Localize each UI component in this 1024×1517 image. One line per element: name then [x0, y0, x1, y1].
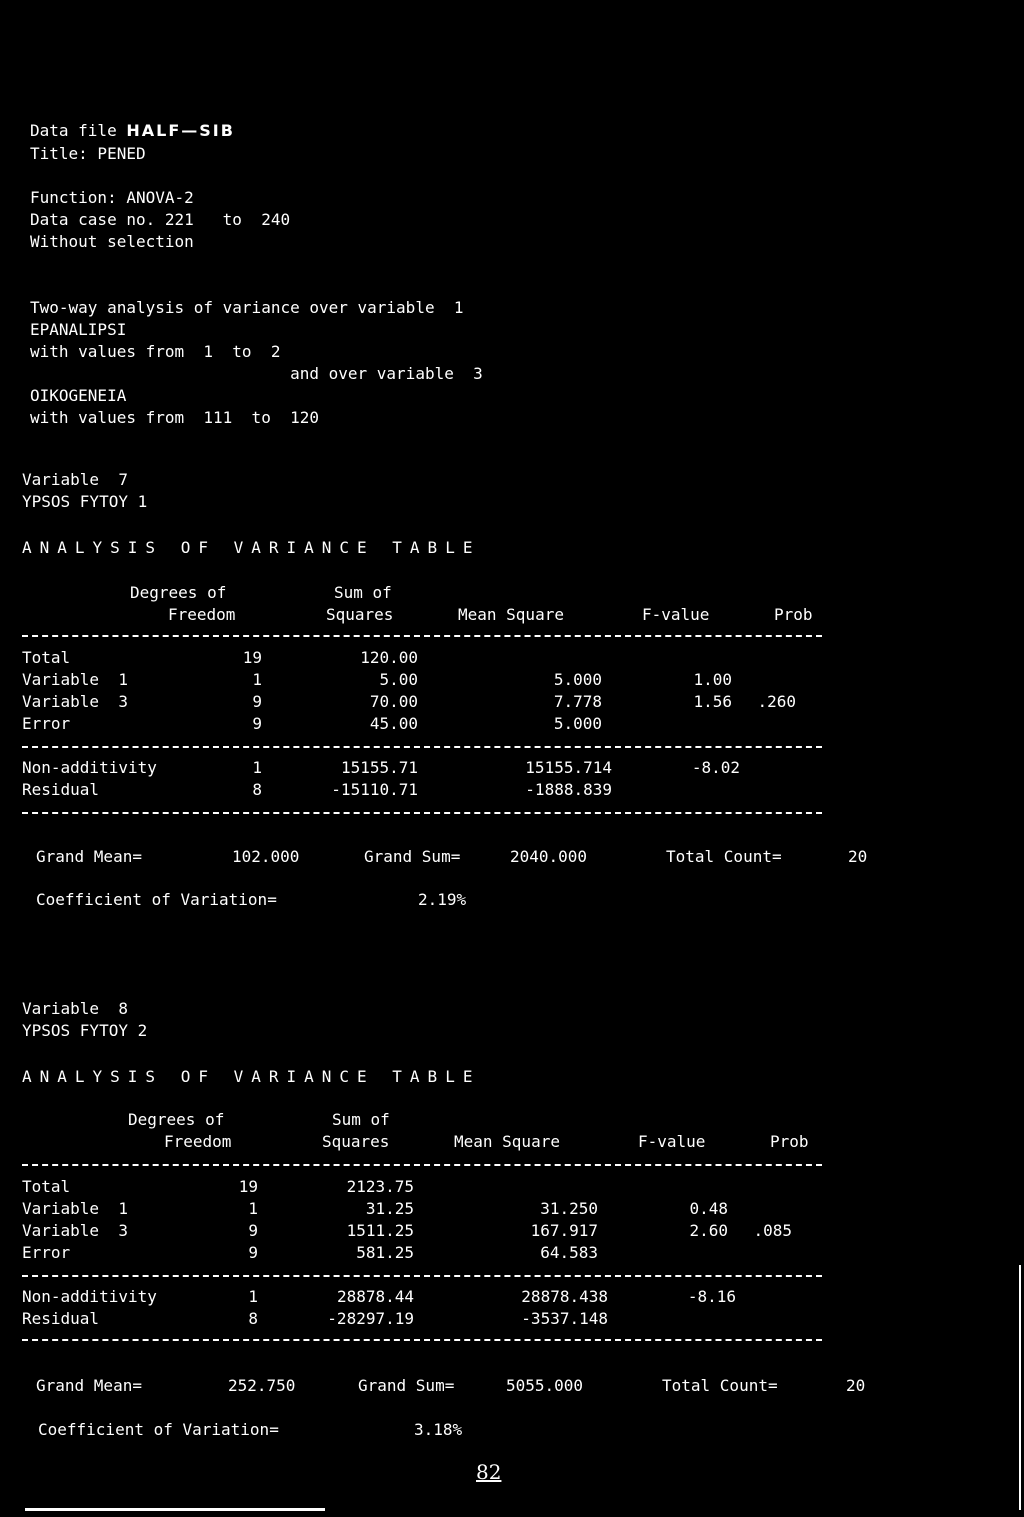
- page-number: 82: [476, 1460, 502, 1484]
- row-df: 1: [248, 1199, 258, 1218]
- f-header: F-value: [638, 1132, 706, 1151]
- row-df: 9: [252, 692, 262, 711]
- row-ms: -1888.839: [525, 780, 612, 799]
- row-ms: 15155.714: [525, 758, 612, 777]
- grand-sum-value: 5055.000: [506, 1376, 584, 1395]
- row-source: Non-additivity: [22, 1287, 157, 1306]
- row-df: 19: [242, 648, 262, 667]
- row-ss: 31.25: [365, 1199, 414, 1218]
- row-df: 19: [238, 1177, 258, 1196]
- row-ms: 5.000: [553, 670, 602, 689]
- ss-header-top: Sum of: [332, 1110, 390, 1129]
- variable-name: YPSOS FYTOY 1: [22, 492, 148, 511]
- scan-bottom-line: [25, 1508, 325, 1511]
- cv-value: 2.19%: [418, 890, 467, 909]
- row-source: Error: [22, 1243, 71, 1262]
- row-source: Residual: [22, 1309, 100, 1328]
- row-ms: 7.778: [553, 692, 602, 711]
- row-ss: 45.00: [369, 714, 418, 733]
- row-ss: 28878.44: [336, 1287, 414, 1306]
- row-ms: 64.583: [540, 1243, 598, 1262]
- grand-mean-label: Grand Mean=: [36, 1376, 142, 1395]
- row-df: 9: [248, 1243, 258, 1262]
- row-df: 8: [252, 780, 262, 799]
- prob-header: Prob: [774, 605, 813, 624]
- function-line: Function: ANOVA-2: [30, 188, 194, 207]
- row-source: Variable 3: [22, 692, 128, 711]
- divider: [22, 1339, 822, 1341]
- divider: [22, 1275, 822, 1277]
- row-ss: 15155.71: [340, 758, 418, 777]
- variable-name: YPSOS FYTOY 2: [22, 1021, 148, 1040]
- ss-header-top: Sum of: [334, 583, 392, 602]
- data-file-line: [30, 120, 235, 142]
- row-ss: 70.00: [369, 692, 418, 711]
- row-f: 1.00: [693, 670, 732, 689]
- row-ss: 1511.25: [346, 1221, 414, 1240]
- description-line-6: with values from 111 to 120: [30, 408, 319, 427]
- row-f: -8.16: [687, 1287, 736, 1306]
- cv-value: 3.18%: [414, 1420, 463, 1439]
- row-ss: 120.00: [360, 648, 418, 667]
- total-count-value: 20: [846, 1376, 866, 1395]
- cv-label: Coefficient of Variation=: [38, 1420, 279, 1439]
- ms-header: Mean Square: [458, 605, 564, 624]
- row-f: 0.48: [689, 1199, 728, 1218]
- description-line-5: OIKOGENEIA: [30, 386, 127, 405]
- row-df: 8: [248, 1309, 258, 1328]
- ms-header: Mean Square: [454, 1132, 560, 1151]
- row-ms: 31.250: [540, 1199, 598, 1218]
- row-prob: .260: [757, 692, 796, 711]
- row-df: 1: [248, 1287, 258, 1306]
- df-header-bottom: Freedom: [164, 1132, 232, 1151]
- table-title: ANALYSIS OF VARIANCE TABLE: [22, 538, 481, 557]
- variable-label: Variable 7: [22, 470, 128, 489]
- row-f: 2.60: [689, 1221, 728, 1240]
- description-line-2: EPANALIPSI: [30, 320, 127, 339]
- scan-edge-line: [1019, 1265, 1021, 1510]
- ss-header-bottom: Squares: [326, 605, 394, 624]
- df-header-top: Degrees of: [130, 583, 227, 602]
- row-ss: -15110.71: [331, 780, 418, 799]
- f-header: F-value: [642, 605, 710, 624]
- row-ms: 28878.438: [521, 1287, 608, 1306]
- data-file-name: HALF—SIB: [126, 121, 235, 140]
- row-df: 9: [252, 714, 262, 733]
- row-source: Residual: [22, 780, 100, 799]
- df-header-bottom: Freedom: [168, 605, 236, 624]
- row-df: 1: [252, 670, 262, 689]
- grand-mean-label: Grand Mean=: [36, 847, 142, 866]
- selection-line: Without selection: [30, 232, 194, 251]
- row-ss: 581.25: [356, 1243, 414, 1262]
- divider: [22, 635, 822, 637]
- row-f: -8.02: [691, 758, 740, 777]
- row-f: 1.56: [693, 692, 732, 711]
- divider: [22, 812, 822, 814]
- data-file-label: Data file: [30, 121, 117, 140]
- title-line: Title: PENED: [30, 144, 146, 163]
- row-source: Total: [22, 1177, 71, 1196]
- row-ss: -28297.19: [327, 1309, 414, 1328]
- grand-mean-value: 102.000: [232, 847, 300, 866]
- row-ss: 5.00: [379, 670, 418, 689]
- ss-header-bottom: Squares: [322, 1132, 390, 1151]
- row-ms: 5.000: [553, 714, 602, 733]
- total-count-label: Total Count=: [666, 847, 782, 866]
- variable-label: Variable 8: [22, 999, 128, 1018]
- row-ms: -3537.148: [521, 1309, 608, 1328]
- description-line-3: with values from 1 to 2: [30, 342, 281, 361]
- total-count-value: 20: [848, 847, 868, 866]
- case-line: Data case no. 221 to 240: [30, 210, 291, 229]
- total-count-label: Total Count=: [662, 1376, 778, 1395]
- grand-sum-label: Grand Sum=: [364, 847, 461, 866]
- row-ms: 167.917: [530, 1221, 598, 1240]
- row-df: 1: [252, 758, 262, 777]
- row-source: Variable 1: [22, 1199, 128, 1218]
- row-source: Variable 1: [22, 670, 128, 689]
- divider: [22, 746, 822, 748]
- grand-sum-label: Grand Sum=: [358, 1376, 455, 1395]
- row-source: Variable 3: [22, 1221, 128, 1240]
- description-line-1: Two-way analysis of variance over variable 1: [30, 298, 464, 317]
- row-df: 9: [248, 1221, 258, 1240]
- row-source: Total: [22, 648, 71, 667]
- row-source: Non-additivity: [22, 758, 157, 777]
- divider: [22, 1164, 822, 1166]
- grand-sum-value: 2040.000: [510, 847, 588, 866]
- df-header-top: Degrees of: [128, 1110, 225, 1129]
- row-ss: 2123.75: [346, 1177, 414, 1196]
- row-source: Error: [22, 714, 71, 733]
- table-title: ANALYSIS OF VARIANCE TABLE: [22, 1067, 481, 1086]
- description-line-4: and over variable 3: [30, 364, 483, 383]
- cv-label: Coefficient of Variation=: [36, 890, 277, 909]
- grand-mean-value: 252.750: [228, 1376, 296, 1395]
- prob-header: Prob: [770, 1132, 809, 1151]
- row-prob: .085: [753, 1221, 792, 1240]
